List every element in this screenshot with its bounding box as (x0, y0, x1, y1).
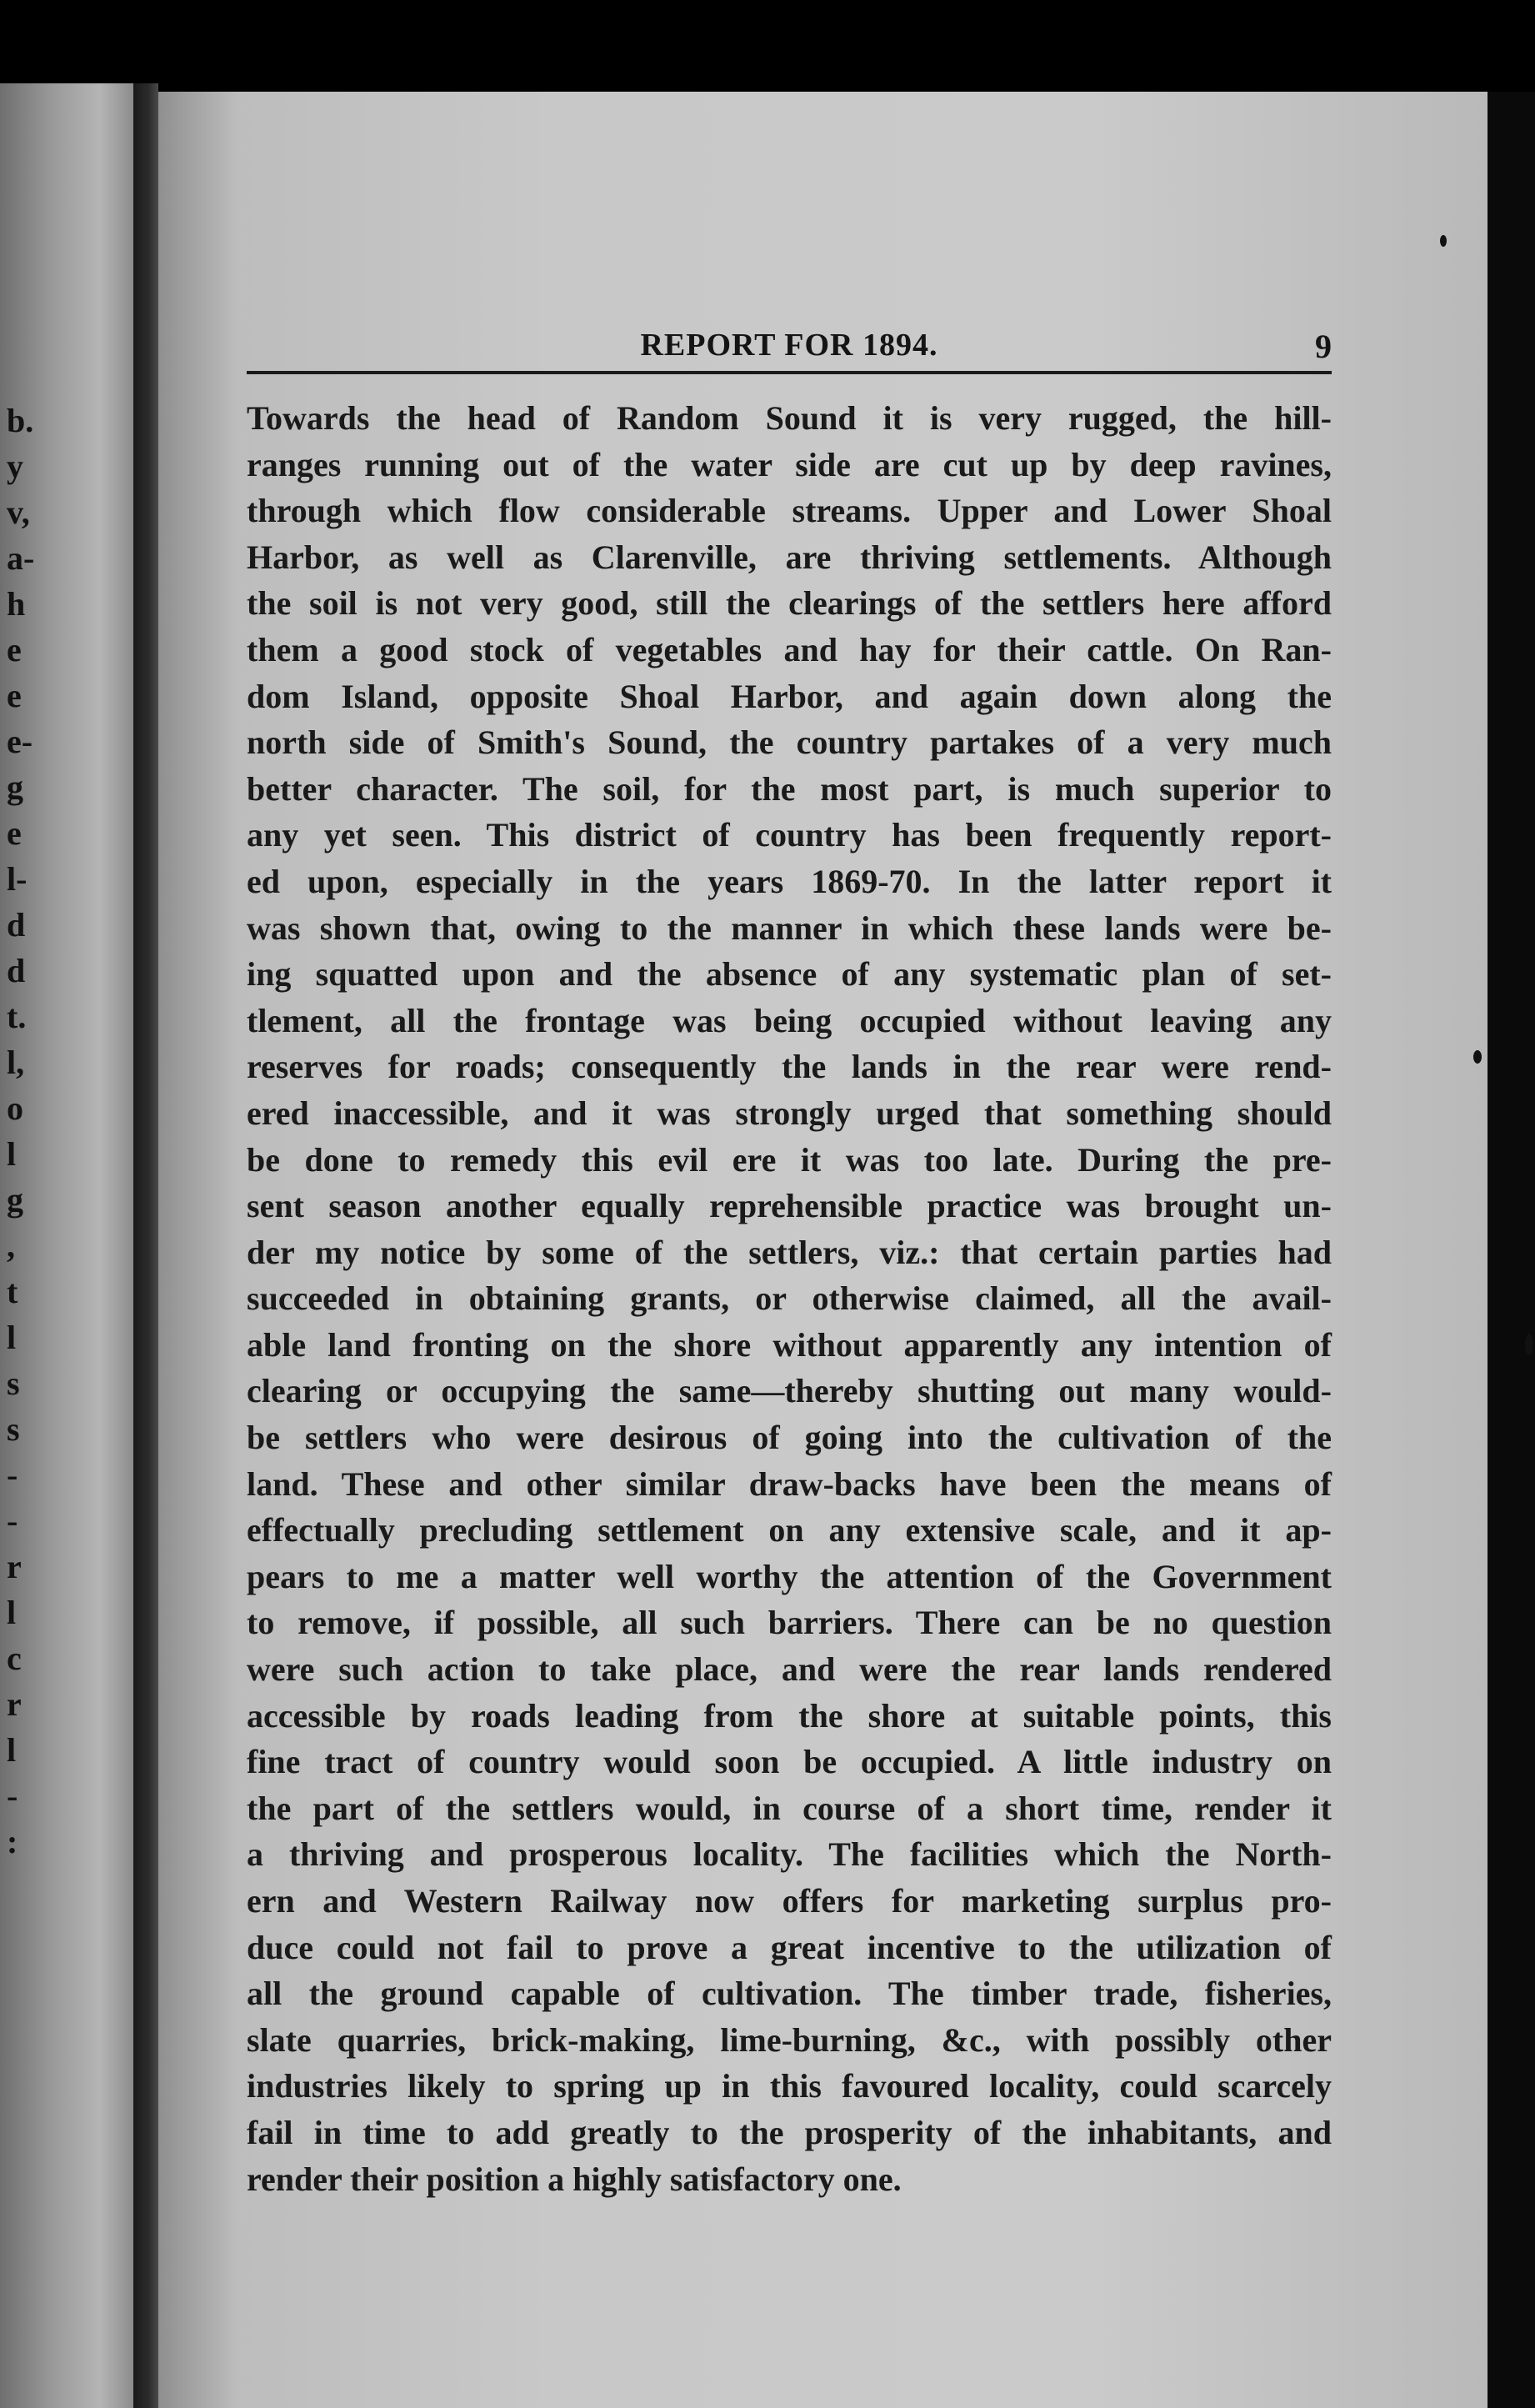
facing-page-fragment: v, (7, 493, 30, 531)
scan-speck (1440, 235, 1447, 247)
text-line: land. These and other similar draw-backs have been the means of (247, 1464, 1332, 1503)
book-gutter (133, 83, 158, 2408)
text-line: be done to remedy this evil ere it was too late. During the pre- (247, 1140, 1332, 1179)
facing-page-fragment: g (7, 768, 23, 806)
facing-page-fragment: e (7, 814, 22, 852)
facing-page-fragment: r (7, 1548, 22, 1585)
facing-page-fragment: , (7, 1227, 15, 1264)
text-line: ern and Western Railway now offers for marketing surplus pro- (247, 1882, 1332, 1920)
facing-page-fragment: e (7, 631, 22, 668)
page-header (247, 327, 1332, 370)
facing-page-fragment: s (7, 1410, 20, 1448)
facing-page-fragment: b. (7, 402, 34, 439)
text-line: Towards the head of Random Sound it is very rugged, the hill- (247, 399, 1332, 437)
facing-page-fragment: c (7, 1640, 22, 1677)
facing-page-fragment: h (7, 585, 26, 623)
text-line: effectually precluding settlement on any extensive scale, and it ap- (247, 1511, 1332, 1549)
facing-page-fragment: d (7, 952, 26, 989)
text-line: ing squatted upon and the absence of any systematic plan of set- (247, 955, 1332, 994)
facing-page-fragment: l, (7, 1044, 25, 1081)
text-line: the soil is not very good, still the clearings of the settlers here afford (247, 584, 1332, 623)
facing-page-fragment: a- (7, 539, 35, 577)
facing-page-fragment: l (7, 1135, 17, 1173)
text-line: Harbor, as well as Clarenville, are thriving settlements. Although (247, 538, 1332, 576)
scan-speck (1525, 1334, 1533, 1355)
facing-page-fragment: d (7, 906, 26, 944)
facing-page-fragment: o (7, 1089, 23, 1127)
text-line: all the ground capable of cultivation. The timber trade, fisheries, (247, 1975, 1332, 2013)
text-line: were such action to take place, and were the rear lands rendered (247, 1650, 1332, 1689)
facing-page-fragment: t. (7, 998, 27, 1035)
text-line: ranges running out of the water side are cut up by deep ravines, (247, 445, 1332, 483)
text-line: render their position a highly satisfactory one. (247, 2160, 902, 2198)
text-line: the part of the settlers would, in course of a short time, render it (247, 1789, 1332, 1827)
facing-page-fragment: l- (7, 860, 28, 898)
text-line: a thriving and prosperous locality. The facilities which the North- (247, 1835, 1332, 1874)
text-line: der my notice by some of the settlers, viz.: that certain parties had (247, 1233, 1332, 1271)
facing-page-fragment: - (7, 1777, 18, 1815)
text-line: pears to me a matter well worthy the attention of the Government (247, 1557, 1332, 1595)
facing-page-edge (0, 83, 133, 2408)
text-line: any yet seen. This district of country has been frequently report- (247, 816, 1332, 854)
facing-page-fragment: y (7, 448, 23, 485)
text-line: ered inaccessible, and it was strongly urged that something should (247, 1094, 1332, 1132)
header-rule (247, 371, 1332, 374)
text-line: north side of Smith's Sound, the country partakes of a very much (247, 723, 1332, 762)
scan-border-right (1488, 92, 1535, 2408)
facing-page-fragment: : (7, 1823, 18, 1860)
text-line: able land fronting on the shore without apparently any intention of (247, 1325, 1332, 1364)
facing-page-fragment: - (7, 1502, 18, 1539)
facing-page-fragment: l (7, 1594, 17, 1631)
page-number: 9 (1315, 328, 1332, 365)
text-line: be settlers who were desirous of going into the cultivation of the (247, 1419, 1332, 1457)
text-line: fail in time to add greatly to the prosperity of the inhabitants, and (247, 2113, 1332, 2151)
facing-page-fragment: l (7, 1731, 17, 1769)
text-line: dom Island, opposite Shoal Harbor, and again down along the (247, 677, 1332, 715)
facing-page-fragment: e (7, 677, 22, 714)
text-line: better character. The soil, for the most part, is much superior to (247, 769, 1332, 808)
facing-page-fragment: l (7, 1319, 17, 1356)
text-line: was shown that, owing to the manner in which these lands were be- (247, 909, 1332, 947)
facing-page-fragment: r (7, 1685, 22, 1723)
text-line: fine tract of country would soon be occupied. A little industry on (247, 1743, 1332, 1781)
text-line: reserves for roads; consequently the lands in the rear were rend- (247, 1048, 1332, 1086)
text-line: accessible by roads leading from the shore at suitable points, this (247, 1696, 1332, 1735)
text-line: them a good stock of vegetables and hay for their cattle. On Ran- (247, 630, 1332, 668)
text-line: clearing or occupying the same—thereby shutting out many would- (247, 1372, 1332, 1410)
text-line: ed upon, especially in the years 1869-70. In the latter report it (247, 862, 1332, 900)
facing-page-fragment: g (7, 1181, 23, 1219)
facing-page-fragment: - (7, 1456, 18, 1494)
scan-speck (1473, 1050, 1482, 1064)
text-line: succeeded in obtaining grants, or otherwise claimed, all the avail- (247, 1279, 1332, 1318)
text-line: duce could not fail to prove a great incentive to the utilization of (247, 1928, 1332, 1966)
text-line: industries likely to spring up in this favoured locality, could scarcely (247, 2067, 1332, 2105)
body-paragraph (247, 395, 1332, 2202)
text-line: sent season another equally reprehensible practice was brought un- (247, 1187, 1332, 1225)
text-line: slate quarries, brick-making, lime-burning, &c., with possibly other (247, 2020, 1332, 2059)
facing-page-fragment: s (7, 1364, 20, 1402)
facing-page-fragment: e- (7, 723, 33, 760)
running-title: REPORT FOR 1894. (640, 328, 938, 363)
text-line: tlement, all the frontage was being occupied without leaving any (247, 1001, 1332, 1039)
text-line: through which flow considerable streams. Upper and Lower Shoal (247, 492, 1332, 530)
facing-page-fragment: t (7, 1273, 18, 1310)
text-line: to remove, if possible, all such barriers. There can be no question (247, 1604, 1332, 1642)
